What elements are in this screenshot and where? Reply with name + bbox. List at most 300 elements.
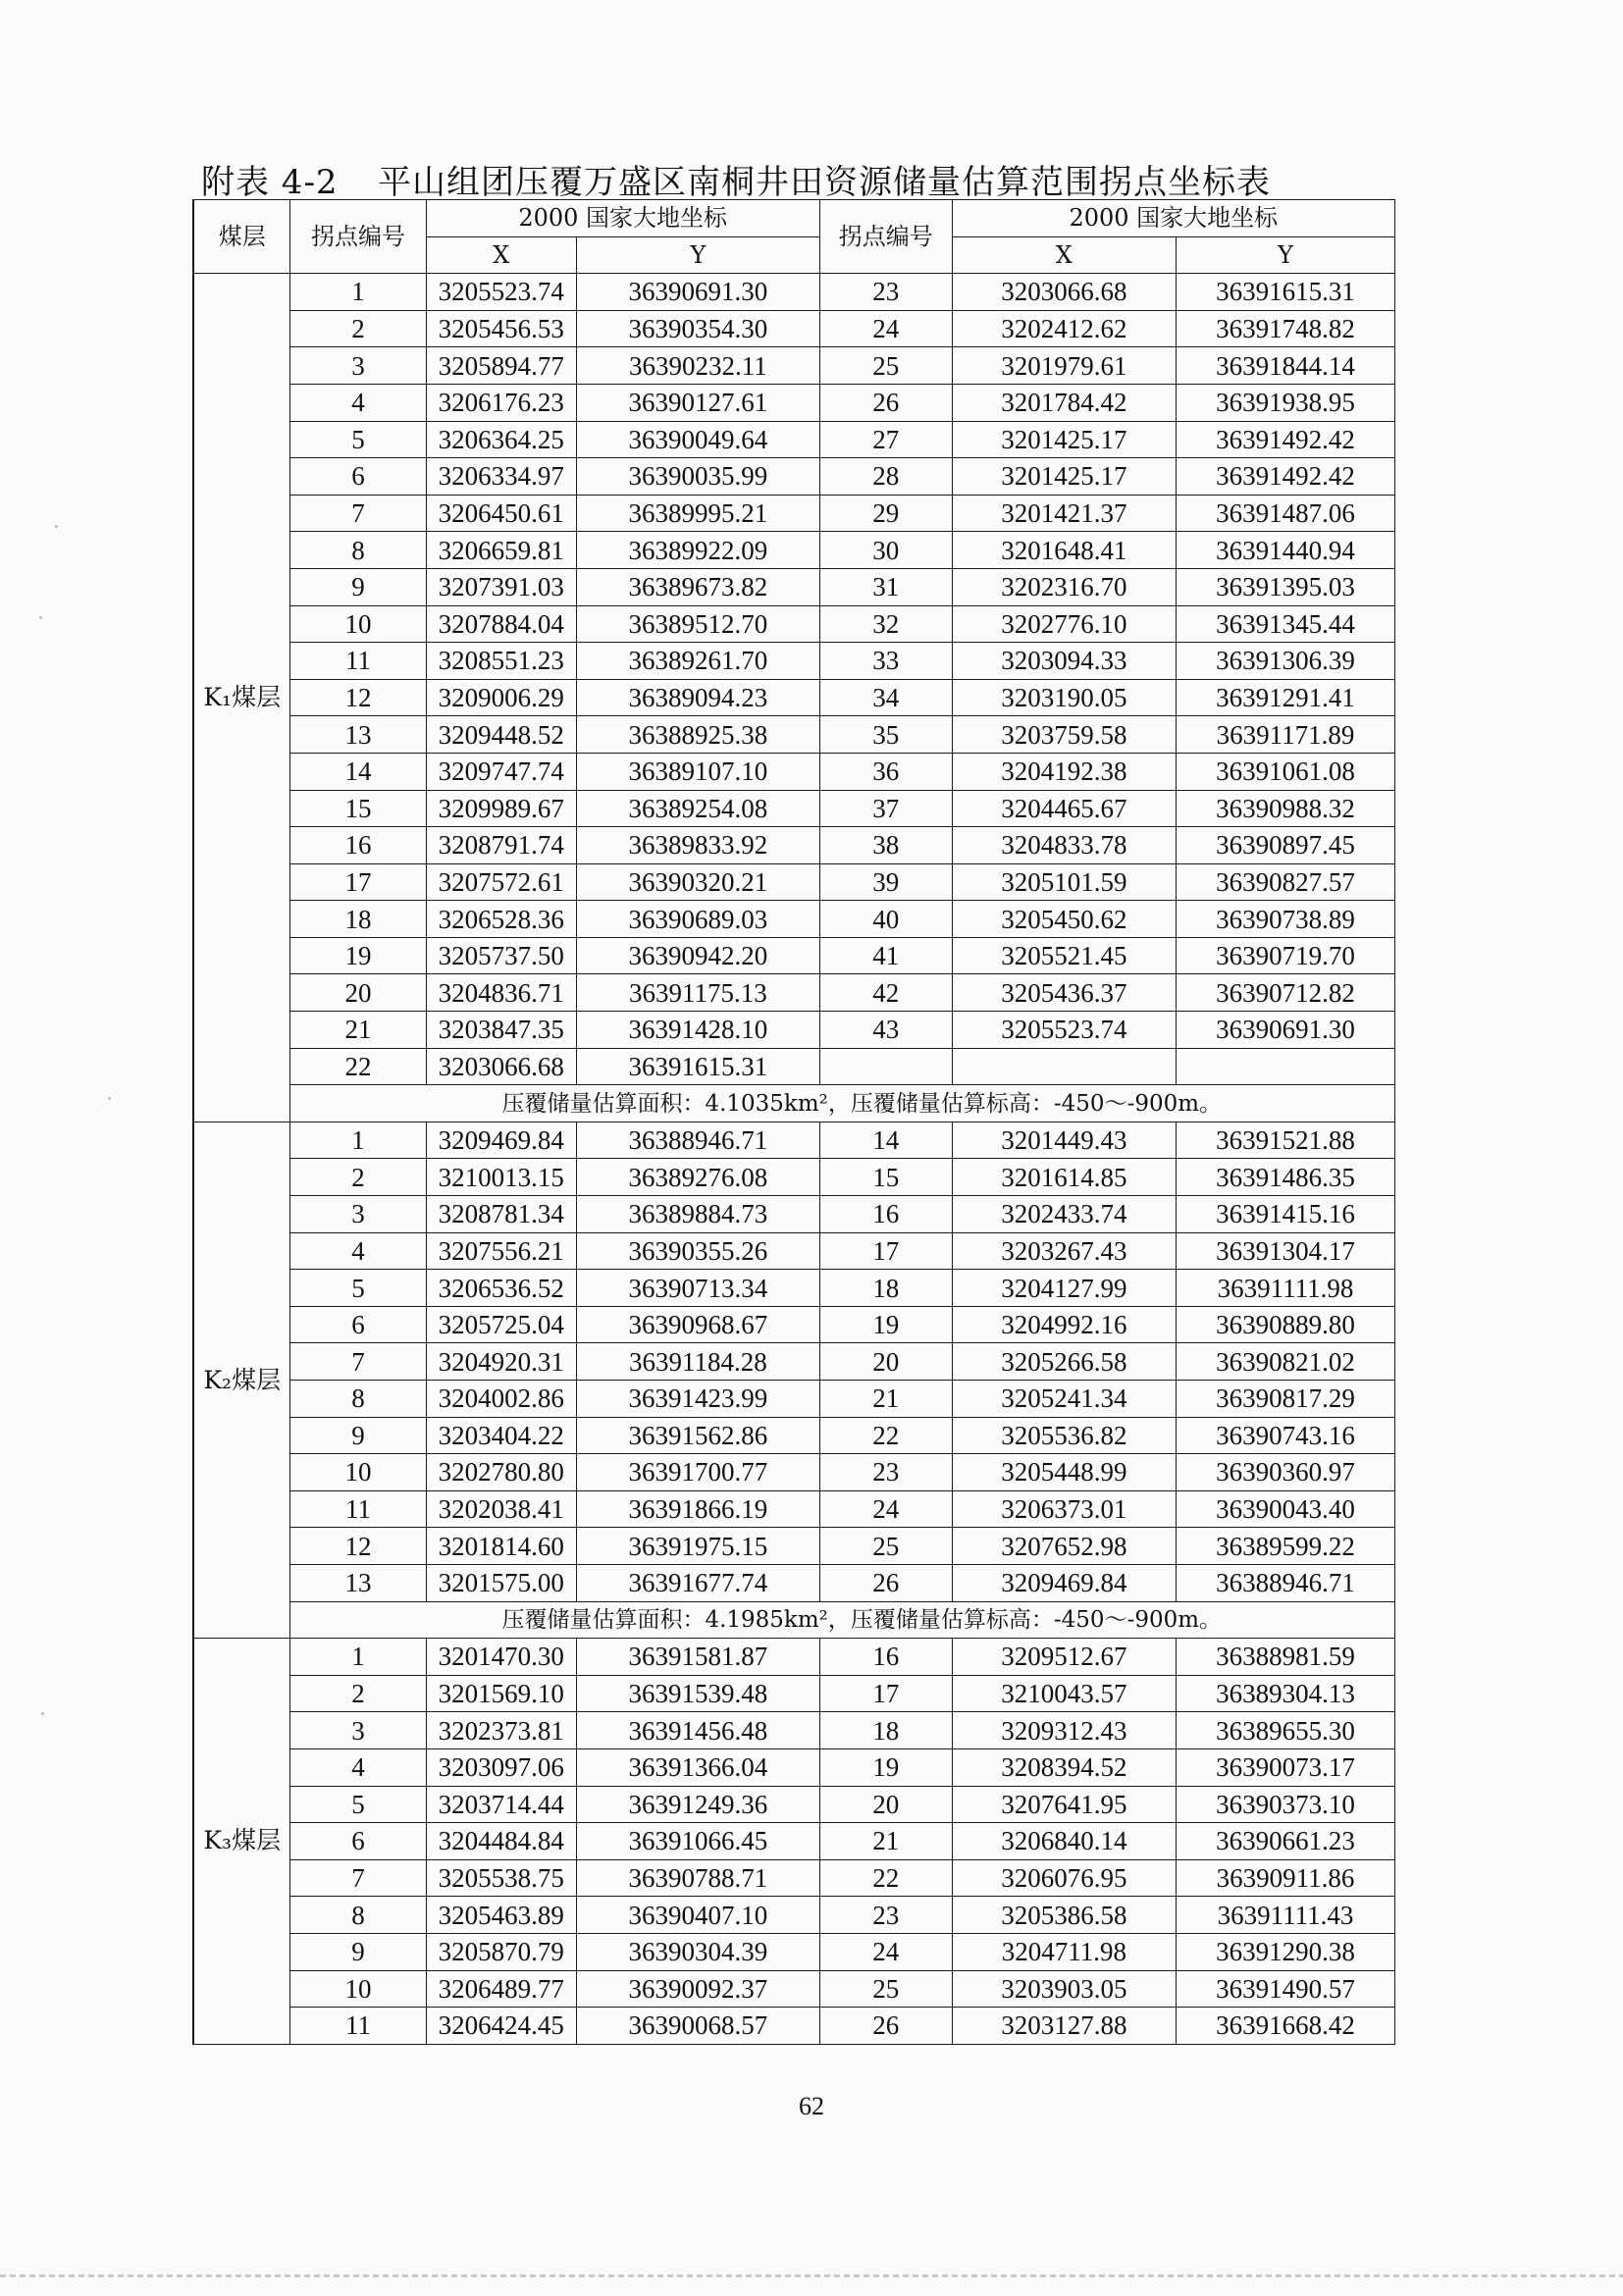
cell-point-no-left: 6 (290, 1306, 426, 1343)
cell-y-left: 36391866.19 (576, 1490, 819, 1528)
cell-x-right: 3205386.58 (952, 1897, 1176, 1934)
table-row (193, 643, 1395, 680)
cell-point-no-left: 1 (290, 274, 426, 311)
cell-x-left: 3207572.61 (426, 863, 576, 901)
cell-point-no-right: 16 (819, 1639, 952, 1676)
cell-y-left: 36391249.36 (576, 1786, 819, 1823)
table-row (193, 1675, 1395, 1712)
cell-y-left: 36391700.77 (576, 1454, 819, 1491)
cell-point-no-right: 14 (819, 1122, 952, 1159)
scan-speck (41, 1712, 44, 1715)
cell-x-right: 3202433.74 (952, 1196, 1176, 1233)
cell-y-left: 36390691.30 (576, 274, 819, 311)
cell-y-left: 36389922.09 (576, 532, 819, 569)
table-row (193, 1306, 1395, 1343)
cell-x-left: 3209469.84 (426, 1122, 576, 1159)
cell-point-no-right: 26 (819, 2008, 952, 2045)
header-coord-system-right: 2000 国家大地坐标 (952, 200, 1394, 237)
table-row (193, 458, 1395, 496)
cell-point-no-right: 32 (819, 605, 952, 643)
cell-x-right: 3202316.70 (952, 568, 1176, 605)
cell-x-right: 3201614.85 (952, 1159, 1176, 1196)
cell-x-left: 3203714.44 (426, 1786, 576, 1823)
cell-point-no-left: 1 (290, 1639, 426, 1676)
cell-x-right: 3203094.33 (952, 643, 1176, 680)
cell-point-no-right: 41 (819, 937, 952, 974)
cell-point-no-left: 21 (290, 1012, 426, 1049)
cell-y-left: 36391423.99 (576, 1381, 819, 1418)
cell-x-right: 3207641.95 (952, 1786, 1176, 1823)
cell-y-right: 36391748.82 (1177, 310, 1395, 347)
cell-point-no-left: 6 (290, 458, 426, 496)
cell-x-left: 3209006.29 (426, 679, 576, 716)
cell-point-no-right: 23 (819, 1454, 952, 1491)
cell-point-no-left: 8 (290, 1897, 426, 1934)
cell-y-left: 36391366.04 (576, 1748, 819, 1786)
cell-x-right: 3206076.95 (952, 1859, 1176, 1897)
cell-x-right: 3209512.67 (952, 1639, 1176, 1676)
table-row (193, 421, 1395, 458)
table-row (193, 1048, 1395, 1085)
cell-y-right: 36389304.13 (1177, 1675, 1395, 1712)
cell-point-no-right: 31 (819, 568, 952, 605)
table-row (193, 1823, 1395, 1860)
cell-point-no-left: 3 (290, 1196, 426, 1233)
table-row (193, 1343, 1395, 1381)
cell-point-no-left: 13 (290, 1564, 426, 1601)
cell-y-left: 36388946.71 (576, 1122, 819, 1159)
cell-point-no-right: 30 (819, 532, 952, 569)
cell-y-right: 36391938.95 (1177, 384, 1395, 421)
cell-point-no-left: 7 (290, 495, 426, 532)
cell-point-no-left: 3 (290, 347, 426, 385)
cell-x-right: 3209312.43 (952, 1712, 1176, 1749)
cell-x-right: 3206373.01 (952, 1490, 1176, 1528)
cell-x-left: 3205523.74 (426, 274, 576, 311)
cell-y-left: 36390304.39 (576, 1933, 819, 1970)
cell-y-right: 36390073.17 (1177, 1748, 1395, 1786)
cell-x-left: 3205737.50 (426, 937, 576, 974)
cell-y-left: 36389833.92 (576, 827, 819, 864)
cell-x-right: 3204127.99 (952, 1270, 1176, 1307)
cell-point-no-right: 36 (819, 753, 952, 790)
header-x-right: X (952, 236, 1176, 274)
cell-point-no-right: 35 (819, 716, 952, 754)
table-row (193, 1381, 1395, 1418)
table-row (193, 863, 1395, 901)
cell-y-left: 36391581.87 (576, 1639, 819, 1676)
table-body (193, 200, 1395, 2045)
cell-point-no-right: 34 (819, 679, 952, 716)
cell-x-right: 3205101.59 (952, 863, 1176, 901)
cell-x-right: 3204992.16 (952, 1306, 1176, 1343)
cell-y-right: 36391171.89 (1177, 716, 1395, 754)
table-row (193, 347, 1395, 385)
cell-x-left: 3203404.22 (426, 1417, 576, 1454)
cell-point-no-right: 25 (819, 1528, 952, 1565)
cell-y-left: 36389261.70 (576, 643, 819, 680)
cell-y-right: 36390889.80 (1177, 1306, 1395, 1343)
cell-point-no-right: 22 (819, 1417, 952, 1454)
cell-point-no-left: 20 (290, 974, 426, 1012)
cell-x-right: 3205450.62 (952, 901, 1176, 938)
cell-point-no-right: 28 (819, 458, 952, 496)
cell-x-right: 3205241.34 (952, 1381, 1176, 1418)
cell-y-right: 36390043.40 (1177, 1490, 1395, 1528)
cell-y-right: 36390821.02 (1177, 1343, 1395, 1381)
cell-x-left: 3201470.30 (426, 1639, 576, 1676)
table-row (193, 827, 1395, 864)
cell-y-left: 36389107.10 (576, 753, 819, 790)
cell-x-right: 3205536.82 (952, 1417, 1176, 1454)
cell-point-no-left: 17 (290, 863, 426, 901)
cell-point-no-left: 5 (290, 1786, 426, 1823)
cell-y-left: 36390035.99 (576, 458, 819, 496)
cell-point-no-left: 4 (290, 1232, 426, 1270)
cell-y-left: 36390942.20 (576, 937, 819, 974)
table-row (193, 1786, 1395, 1823)
table-row (193, 1196, 1395, 1233)
cell-y-right: 36391490.57 (1177, 1970, 1395, 2008)
cell-y-left: 36389094.23 (576, 679, 819, 716)
cell-y-left: 36388925.38 (576, 716, 819, 754)
cell-point-no-left: 5 (290, 421, 426, 458)
scan-speck (55, 525, 58, 528)
cell-y-right: 36390691.30 (1177, 1012, 1395, 1049)
table-row (193, 274, 1395, 311)
header-coord-system-left: 2000 国家大地坐标 (426, 200, 819, 237)
cell-y-left: 36390689.03 (576, 901, 819, 938)
cell-point-no-left: 9 (290, 1933, 426, 1970)
cell-point-no-left: 5 (290, 1270, 426, 1307)
cell-point-no-right: 21 (819, 1381, 952, 1418)
cell-y-right: 36391844.14 (1177, 347, 1395, 385)
cell-x-left: 3205894.77 (426, 347, 576, 385)
cell-point-no-right: 19 (819, 1748, 952, 1786)
cell-point-no-left: 2 (290, 1675, 426, 1712)
cell-y-right: 36390817.29 (1177, 1381, 1395, 1418)
cell-y-right: 36391487.06 (1177, 495, 1395, 532)
cell-x-left: 3210013.15 (426, 1159, 576, 1196)
cell-y-right: 36391290.38 (1177, 1933, 1395, 1970)
cell-y-right: 36389655.30 (1177, 1712, 1395, 1749)
cell-x-right: 3203127.88 (952, 2008, 1176, 2045)
table-row (193, 1639, 1395, 1676)
header-row-1 (193, 200, 1395, 237)
table-row (193, 2008, 1395, 2045)
cell-point-no-left: 2 (290, 310, 426, 347)
cell-y-left: 36390407.10 (576, 1897, 819, 1934)
cell-point-no-right: 37 (819, 790, 952, 827)
cell-y-right: 36390743.16 (1177, 1417, 1395, 1454)
cell-y-right: 36388946.71 (1177, 1564, 1395, 1601)
cell-x-left: 3202038.41 (426, 1490, 576, 1528)
header-point-no-right: 拐点编号 (819, 200, 952, 274)
cell-point-no-right: 20 (819, 1343, 952, 1381)
cell-point-no-left: 11 (290, 2008, 426, 2045)
cell-x-right: 3204711.98 (952, 1933, 1176, 1970)
cell-x-left: 3206424.45 (426, 2008, 576, 2045)
coordinate-table-container (192, 199, 1395, 2045)
header-layer: 煤层 (193, 200, 290, 274)
note-row (193, 1601, 1395, 1639)
cell-x-left: 3208791.74 (426, 827, 576, 864)
cell-x-left: 3205463.89 (426, 1897, 576, 1934)
cell-x-left: 3206489.77 (426, 1970, 576, 2008)
cell-y-left: 36390968.67 (576, 1306, 819, 1343)
cell-x-right: 3202776.10 (952, 605, 1176, 643)
scan-speck (108, 1097, 111, 1100)
table-row (193, 568, 1395, 605)
table-row (193, 1270, 1395, 1307)
cell-x-right: 3205523.74 (952, 1012, 1176, 1049)
cell-x-left: 3207884.04 (426, 605, 576, 643)
cell-point-no-right: 42 (819, 974, 952, 1012)
table-row (193, 384, 1395, 421)
cell-y-left: 36390127.61 (576, 384, 819, 421)
cell-y-right: 36391492.42 (1177, 458, 1395, 496)
cell-point-no-left: 4 (290, 384, 426, 421)
cell-y-left: 36391456.48 (576, 1712, 819, 1749)
table-row (193, 532, 1395, 569)
cell-x-right: 3203190.05 (952, 679, 1176, 716)
cell-point-no-right: 24 (819, 1490, 952, 1528)
cell-point-no-left: 14 (290, 753, 426, 790)
cell-x-left: 3205870.79 (426, 1933, 576, 1970)
cell-x-left: 3203847.35 (426, 1012, 576, 1049)
cell-x-left: 3201569.10 (426, 1675, 576, 1712)
cell-y-left: 36390788.71 (576, 1859, 819, 1897)
cell-x-right: 3205448.99 (952, 1454, 1176, 1491)
cell-point-no-right: 29 (819, 495, 952, 532)
table-row (193, 1933, 1395, 1970)
cell-y-right: 36391111.98 (1177, 1270, 1395, 1307)
cell-y-left: 36389254.08 (576, 790, 819, 827)
cell-point-no-left: 9 (290, 568, 426, 605)
table-row (193, 679, 1395, 716)
cell-point-no-right: 18 (819, 1270, 952, 1307)
cell-point-no-left: 6 (290, 1823, 426, 1860)
cell-point-no-right: 25 (819, 347, 952, 385)
cell-y-right: 36391521.88 (1177, 1122, 1395, 1159)
cell-x-left: 3204002.86 (426, 1381, 576, 1418)
cell-x-right: 3208394.52 (952, 1748, 1176, 1786)
cell-y-left: 36391562.86 (576, 1417, 819, 1454)
table-caption (201, 155, 1393, 203)
cell-y-right: 36390738.89 (1177, 901, 1395, 938)
cell-point-no-right: 24 (819, 1933, 952, 1970)
layer-label: K₂煤层 (193, 1122, 290, 1638)
cell-x-left: 3206176.23 (426, 384, 576, 421)
table-row (193, 1417, 1395, 1454)
cell-point-no-right (819, 1048, 952, 1085)
table-row (193, 1012, 1395, 1049)
table-row (193, 1122, 1395, 1159)
cell-y-left: 36390713.34 (576, 1270, 819, 1307)
cell-x-left: 3206659.81 (426, 532, 576, 569)
table-row (193, 1232, 1395, 1270)
cell-y-right (1177, 1048, 1395, 1085)
cell-x-right: 3201784.42 (952, 384, 1176, 421)
cell-point-no-right: 21 (819, 1823, 952, 1860)
cell-y-right: 36391306.39 (1177, 643, 1395, 680)
header-point-no-left: 拐点编号 (290, 200, 426, 274)
table-row (193, 310, 1395, 347)
cell-y-left: 36390068.57 (576, 2008, 819, 2045)
cell-y-right: 36391492.42 (1177, 421, 1395, 458)
note-row (193, 1085, 1395, 1122)
cell-point-no-left: 19 (290, 937, 426, 974)
caption-title: 平山组团压覆万盛区南桐井田资源储量估算范围拐点坐标表 (378, 163, 1271, 202)
cell-x-left: 3206528.36 (426, 901, 576, 938)
cell-x-left: 3203066.68 (426, 1048, 576, 1085)
cell-point-no-right: 20 (819, 1786, 952, 1823)
cell-x-right (952, 1048, 1176, 1085)
cell-x-left: 3206536.52 (426, 1270, 576, 1307)
cell-x-right: 3204192.38 (952, 753, 1176, 790)
cell-point-no-left: 7 (290, 1859, 426, 1897)
header-x-left: X (426, 236, 576, 274)
area-elevation-note: 压覆储量估算面积：4.1985km²，压覆储量估算标高：-450～-900m。 (290, 1601, 1395, 1639)
cell-y-left: 36389276.08 (576, 1159, 819, 1196)
cell-point-no-right: 43 (819, 1012, 952, 1049)
cell-x-left: 3206364.25 (426, 421, 576, 458)
cell-x-right: 3205266.58 (952, 1343, 1176, 1381)
cell-point-no-left: 12 (290, 1528, 426, 1565)
cell-x-right: 3206840.14 (952, 1823, 1176, 1860)
cell-x-right: 3201425.17 (952, 421, 1176, 458)
cell-x-left: 3205725.04 (426, 1306, 576, 1343)
cell-y-right: 36391668.42 (1177, 2008, 1395, 2045)
cell-x-right: 3201421.37 (952, 495, 1176, 532)
caption-label: 附表 4-2 (201, 163, 339, 202)
table-row (193, 716, 1395, 754)
header-y-right: Y (1177, 236, 1395, 274)
cell-y-left: 36390092.37 (576, 1970, 819, 2008)
table-row (193, 1564, 1395, 1601)
cell-x-left: 3202373.81 (426, 1712, 576, 1749)
cell-x-left: 3202780.80 (426, 1454, 576, 1491)
cell-y-left: 36391975.15 (576, 1528, 819, 1565)
cell-point-no-right: 23 (819, 1897, 952, 1934)
cell-x-right: 3201979.61 (952, 347, 1176, 385)
cell-point-no-right: 38 (819, 827, 952, 864)
cell-x-left: 3209448.52 (426, 716, 576, 754)
cell-y-right: 36391486.35 (1177, 1159, 1395, 1196)
cell-y-left: 36390320.21 (576, 863, 819, 901)
header-y-left: Y (576, 236, 819, 274)
page-number: 62 (799, 2092, 824, 2120)
scan-artifact-line (0, 2274, 1623, 2277)
cell-x-left: 3207391.03 (426, 568, 576, 605)
cell-x-right: 3205521.45 (952, 937, 1176, 974)
cell-point-no-right: 26 (819, 384, 952, 421)
cell-y-right: 36391304.17 (1177, 1232, 1395, 1270)
cell-y-right: 36390360.97 (1177, 1454, 1395, 1491)
cell-x-right: 3207652.98 (952, 1528, 1176, 1565)
table-row (193, 1712, 1395, 1749)
table-row (193, 1159, 1395, 1196)
cell-x-right: 3201648.41 (952, 532, 1176, 569)
cell-point-no-left: 11 (290, 643, 426, 680)
table-row (193, 1454, 1395, 1491)
cell-point-no-left: 10 (290, 605, 426, 643)
cell-y-right: 36390712.82 (1177, 974, 1395, 1012)
cell-point-no-left: 3 (290, 1712, 426, 1749)
cell-point-no-left: 1 (290, 1122, 426, 1159)
cell-y-right: 36390827.57 (1177, 863, 1395, 901)
cell-x-left: 3204836.71 (426, 974, 576, 1012)
table-row (193, 1970, 1395, 2008)
cell-point-no-right: 23 (819, 274, 952, 311)
cell-point-no-right: 15 (819, 1159, 952, 1196)
cell-x-right: 3204465.67 (952, 790, 1176, 827)
cell-x-right: 3203759.58 (952, 716, 1176, 754)
cell-y-left: 36391066.45 (576, 1823, 819, 1860)
table-row (193, 1528, 1395, 1565)
cell-point-no-left: 13 (290, 716, 426, 754)
cell-point-no-right: 17 (819, 1675, 952, 1712)
cell-y-left: 36389884.73 (576, 1196, 819, 1233)
scan-speck (39, 616, 42, 619)
cell-x-left: 3209989.67 (426, 790, 576, 827)
cell-y-right: 36389599.22 (1177, 1528, 1395, 1565)
cell-point-no-right: 26 (819, 1564, 952, 1601)
cell-point-no-left: 18 (290, 901, 426, 938)
cell-point-no-left: 11 (290, 1490, 426, 1528)
cell-point-no-right: 27 (819, 421, 952, 458)
table-row (193, 605, 1395, 643)
cell-x-left: 3209747.74 (426, 753, 576, 790)
table-row (193, 1859, 1395, 1897)
cell-x-right: 3205436.37 (952, 974, 1176, 1012)
cell-x-right: 3201425.17 (952, 458, 1176, 496)
cell-point-no-right: 40 (819, 901, 952, 938)
cell-y-left: 36391428.10 (576, 1012, 819, 1049)
cell-point-no-left: 16 (290, 827, 426, 864)
table-row (193, 901, 1395, 938)
coordinate-table (192, 199, 1395, 2045)
cell-x-right: 3203267.43 (952, 1232, 1176, 1270)
cell-x-left: 3203097.06 (426, 1748, 576, 1786)
cell-y-right: 36391345.44 (1177, 605, 1395, 643)
cell-point-no-left: 9 (290, 1417, 426, 1454)
table-row (193, 790, 1395, 827)
cell-point-no-left: 4 (290, 1748, 426, 1786)
cell-point-no-left: 7 (290, 1343, 426, 1381)
cell-point-no-right: 33 (819, 643, 952, 680)
cell-y-left: 36391175.13 (576, 974, 819, 1012)
table-row (193, 753, 1395, 790)
cell-x-left: 3206450.61 (426, 495, 576, 532)
cell-point-no-left: 8 (290, 532, 426, 569)
table-row (193, 974, 1395, 1012)
cell-point-no-left: 15 (290, 790, 426, 827)
cell-y-left: 36389512.70 (576, 605, 819, 643)
cell-y-right: 36391111.43 (1177, 1897, 1395, 1934)
cell-point-no-left: 12 (290, 679, 426, 716)
cell-x-right: 3209469.84 (952, 1564, 1176, 1601)
cell-y-left: 36391539.48 (576, 1675, 819, 1712)
cell-x-left: 3207556.21 (426, 1232, 576, 1270)
cell-y-left: 36391677.74 (576, 1564, 819, 1601)
cell-y-left: 36389673.82 (576, 568, 819, 605)
cell-x-right: 3210043.57 (952, 1675, 1176, 1712)
table-row (193, 1748, 1395, 1786)
cell-x-left: 3201814.60 (426, 1528, 576, 1565)
cell-point-no-left: 2 (290, 1159, 426, 1196)
cell-point-no-left: 8 (290, 1381, 426, 1418)
